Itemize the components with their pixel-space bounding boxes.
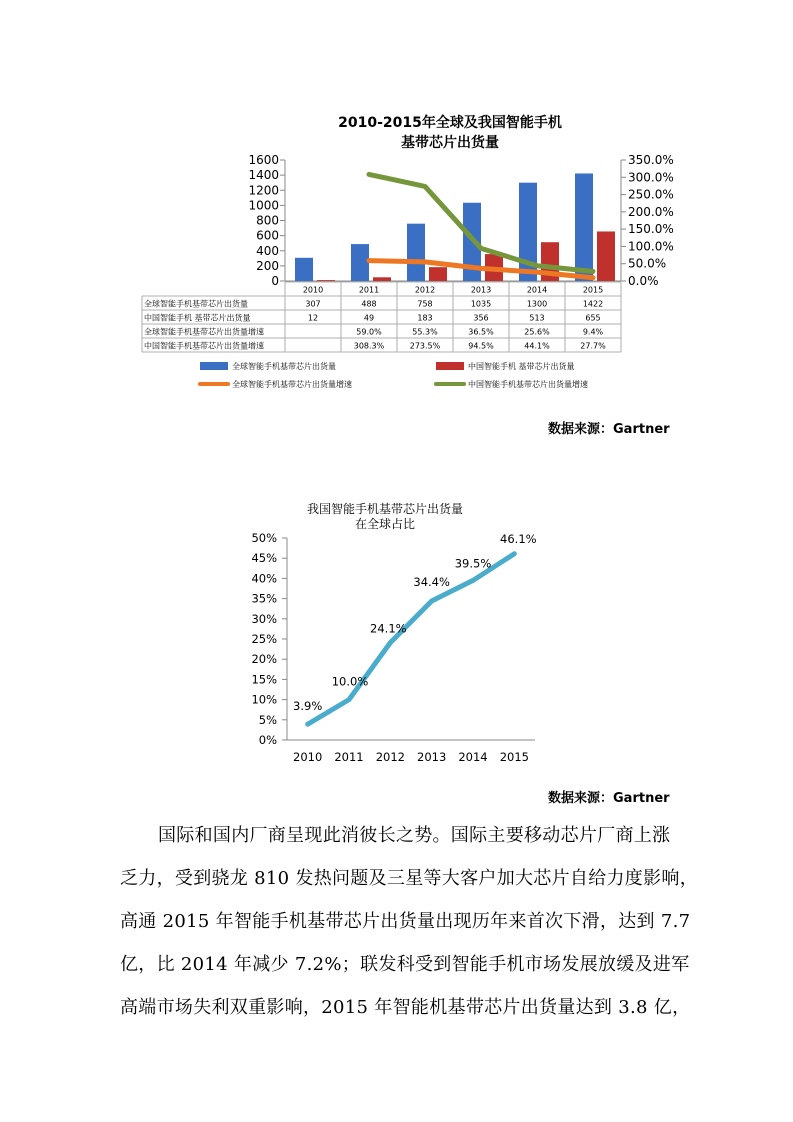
paragraph-line: 高端市场失利双重影响，2015 年智能机基带芯片出货量达到 3.8 亿，: [120, 997, 691, 1018]
chart1-bar-china: [429, 267, 447, 281]
chart1-left-tick-label: 800: [256, 213, 279, 228]
chart1-legend-label: 中国智能手机基带芯片出货量增速: [468, 380, 588, 389]
chart1-table-cell: 308.3%: [353, 341, 385, 351]
chart2-y-tick-label: 5%: [258, 712, 277, 727]
chart2-x-tick-label: 2011: [334, 750, 364, 764]
chart2-y-tick-label: 30%: [251, 611, 277, 626]
chart1-table-cell: 758: [417, 299, 433, 309]
chart1-left-tick-label: 1600: [248, 153, 279, 167]
chart1-table-cell: 307: [305, 299, 321, 309]
chart1-x-tick-label: 2012: [414, 285, 436, 295]
chart2-data-label: 3.9%: [293, 699, 323, 714]
chart1-bar-global: [575, 173, 593, 281]
chart1-legend-swatch: [200, 362, 228, 370]
chart2-data-label: 10.0%: [331, 674, 369, 689]
chart1-bar-china: [597, 231, 615, 281]
chart1-right-tick-label: 100.0%: [628, 239, 674, 254]
chart2-y-tick-label: 10%: [251, 692, 277, 707]
chart1-left-tick-label: 600: [256, 228, 279, 243]
chart1-x-tick-label: 2014: [526, 285, 548, 295]
chart2-data-label: 34.4%: [413, 575, 450, 590]
chart1-table-cell: 27.7%: [580, 341, 606, 351]
chart2-source: 数据来源：Gartner: [548, 791, 670, 806]
chart2-y-tick-label: 25%: [251, 632, 277, 646]
chart2-y-tick-label: 0%: [258, 733, 277, 747]
chart1-bar-china: [317, 280, 335, 281]
chart2-series-line: [308, 554, 515, 724]
chart1-table-cell: 12: [307, 313, 319, 323]
chart2-x-tick-label: 2014: [458, 750, 488, 764]
chart1-table-cell: 273.5%: [409, 341, 441, 351]
chart1-legend-label: 中国智能手机 基带芯片出货量: [468, 362, 575, 371]
chart2-y-tick-label: 45%: [251, 551, 277, 566]
chart2-line-chart: [0, 520, 793, 780]
chart1-table-series-name: 全球智能手机基带芯片出货量增速: [144, 327, 264, 337]
chart1-table-cell: 9.4%: [582, 327, 604, 337]
chart2-y-tick-label: 35%: [251, 591, 277, 606]
chart1-x-tick-label: 2015: [582, 285, 604, 295]
chart1-table-cell: 513: [529, 313, 545, 323]
chart1-right-tick-label: 300.0%: [628, 170, 674, 185]
chart1-table-series-name: 全球智能手机基带芯片出货量: [144, 299, 248, 309]
chart1-table-cell: 44.1%: [524, 341, 550, 351]
chart1-table-cell: 94.5%: [468, 341, 494, 351]
chart1-table-series-name: 中国智能手机基带芯片出货量增速: [144, 341, 264, 351]
chart1-x-tick-label: 2010: [302, 285, 324, 295]
chart1-bar-global: [295, 258, 313, 281]
chart1-table-cell: 1300: [526, 299, 548, 309]
chart1-right-tick-label: 350.0%: [628, 153, 674, 167]
chart1-left-tick-label: 1000: [248, 198, 279, 213]
chart1-bar-global: [407, 224, 425, 281]
chart1-table-cell: 36.5%: [468, 327, 494, 337]
chart1-right-tick-label: 200.0%: [628, 204, 674, 219]
chart1-title-line1: 2010-2015年全球及我国智能手机: [338, 115, 562, 131]
chart1-title-line2: 基带芯片出货量: [401, 135, 499, 151]
chart1-table-cell: 1035: [470, 299, 492, 309]
paragraph-line: 国际和国内厂商呈现此消彼长之势。国际主要移动芯片厂商上涨: [158, 825, 671, 846]
chart1-bar-china: [373, 277, 391, 281]
chart2-title-line1: 我国智能手机基带芯片出货量: [306, 502, 463, 516]
chart1-right-tick-label: 250.0%: [628, 187, 674, 202]
chart1-table-cell: 59.0%: [356, 327, 382, 337]
chart1-table-cell: 1422: [582, 299, 604, 309]
chart1-table-cell: 49: [363, 313, 375, 323]
chart1-table-cell: 356: [473, 313, 489, 323]
chart1-bar-global: [351, 244, 369, 281]
chart1-table-series-name: 中国智能手机 基带芯片出货量: [144, 313, 251, 323]
chart1-legend-label: 全球智能手机基带芯片出货量增速: [232, 380, 352, 389]
chart1-left-tick-label: 400: [256, 243, 279, 258]
paragraph-line: 高通 2015 年智能手机基带芯片出货量出现历年来首次下滑，达到 7.7: [120, 911, 691, 932]
chart1-left-tick-label: 1400: [248, 168, 279, 183]
chart1-right-tick-label: 0.0%: [628, 274, 659, 288]
chart1-combo-chart: [0, 0, 793, 420]
chart2-x-tick-label: 2013: [417, 750, 447, 764]
chart1-table-cell: 55.3%: [412, 327, 438, 337]
chart1-left-tick-label: 1200: [248, 183, 279, 198]
chart1-left-tick-label: 200: [256, 258, 279, 273]
chart1-legend-label: 全球智能手机基带芯片出货量: [232, 362, 336, 371]
chart2-x-tick-label: 2010: [293, 750, 323, 764]
chart1-x-tick-label: 2011: [358, 285, 380, 295]
chart2-data-label: 24.1%: [370, 621, 407, 636]
chart1-table-cell: 25.6%: [524, 327, 550, 337]
body-paragraph: [120, 814, 700, 1029]
chart1-table-cell: 655: [585, 313, 601, 323]
chart2-y-tick-label: 50%: [251, 531, 277, 545]
chart2-y-tick-label: 40%: [251, 571, 277, 586]
chart1-right-tick-label: 150.0%: [628, 222, 674, 237]
chart1-table-cell: 183: [417, 313, 433, 323]
chart2-data-label: 46.1%: [500, 531, 537, 546]
chart1-left-tick-label: 0: [271, 274, 279, 288]
chart1-source: 数据来源：Gartner: [548, 422, 670, 437]
chart1-x-tick-label: 2013: [470, 285, 492, 295]
paragraph-line: 乏力，受到骁龙 810 发热问题及三星等大客户加大芯片自给力度影响，: [120, 868, 698, 889]
chart1-legend-swatch: [436, 362, 464, 370]
paragraph-line: 亿，比 2014 年减少 7.2%；联发科受到智能手机市场发展放缓及进军: [120, 954, 690, 975]
chart1-table-cell: 488: [361, 299, 377, 309]
chart2-data-label: 39.5%: [454, 556, 492, 571]
chart2-y-tick-label: 15%: [251, 672, 277, 687]
chart2-y-tick-label: 20%: [251, 652, 277, 667]
chart1-right-tick-label: 50.0%: [628, 256, 667, 271]
chart2-title-line2: 在全球占比: [354, 517, 415, 531]
chart2-x-tick-label: 2015: [499, 750, 529, 764]
chart2-x-tick-label: 2012: [375, 750, 405, 764]
